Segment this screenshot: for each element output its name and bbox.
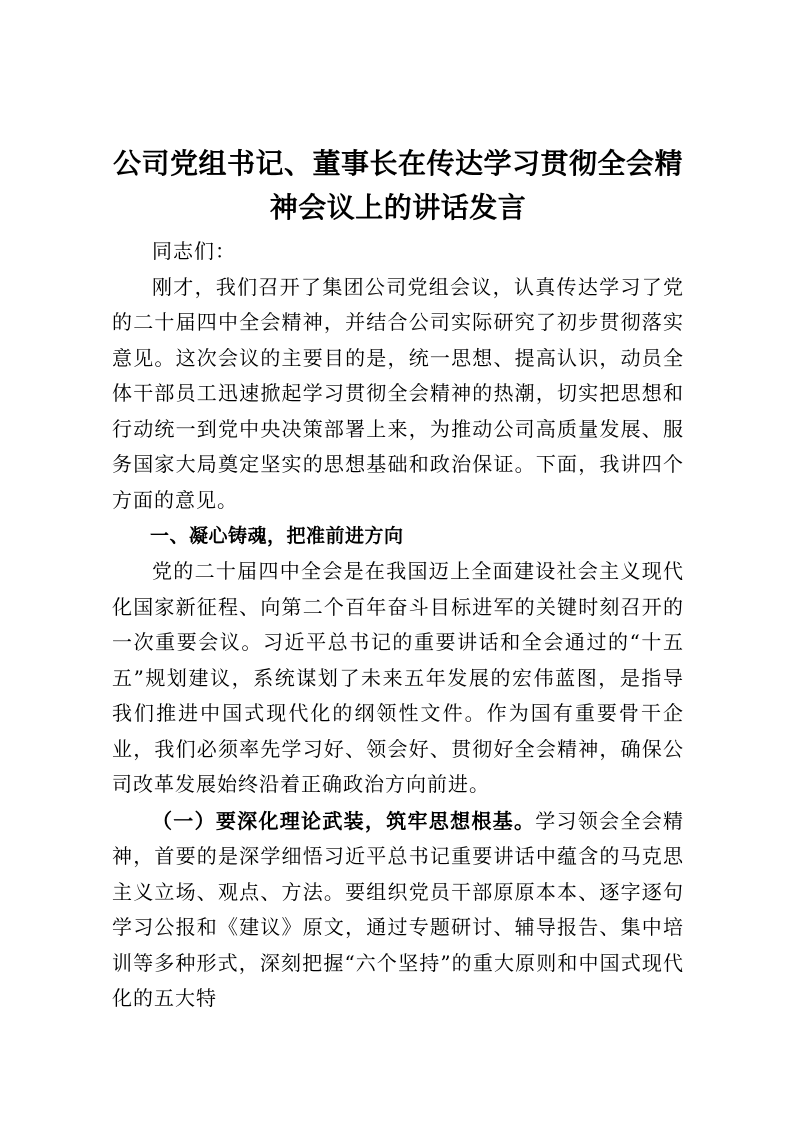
subsection-lead: （一）要深化理论武装，筑牢思想根基。: [152, 808, 536, 833]
document-title: 公司党组书记、董事长在传达学习贯彻全会精神会议上的讲话发言: [112, 147, 683, 224]
document-body: [112, 142, 684, 1017]
subsection-paragraph: [112, 804, 684, 1017]
salutation: 同志们：: [152, 239, 236, 263]
subsection-text: 学习领会全会精神，首要的是深学细悟习近平总书记重要讲话中蕴含的马克思主义立场、观点、方法。要组织党员干部原原本本、逐字逐句学习公报和《建议》原文，通过专题研讨、辅导报告、集中培训等多种形式，深刻把握“六个坚持”的重大原则和中国式现代化的五大特: [112, 808, 685, 1010]
section-paragraph: 党的二十届四中全会是在我国迈上全面建设社会主义现代化国家新征程、向第二个百年奋斗目标进军的关键时刻召开的一次重要会议。习近平总书记的重要讲话和全会通过的“十五五”规划建议，系统谋划了未来五年发展的宏伟蓝图，是指导我们推进中国式现代化的纲领性文件。作为国有重要骨干企业，我们必须率先学习好、领会好、贯彻好全会精神，确保公司改革发展始终沿着正确政治方向前进。: [112, 559, 684, 796]
section-heading: 一、凝心铸魂，把准前进方向: [150, 525, 404, 547]
intro-paragraph: 刚才，我们召开了集团公司党组会议，认真传达学习了党的二十届四中全会精神，并结合公司实际研究了初步贯彻落实意见。这次会议的主要目的是，统一思想、提高认识，动员全体干部员工迅速掀起学习贯彻全会精神的热潮，切实把思想和行动统一到党中央决策部署上来，为推动公司高质量发展、服务国家大局奠定坚实的思想基础和政治保证。下面，我讲四个方面的意见。: [112, 274, 684, 512]
